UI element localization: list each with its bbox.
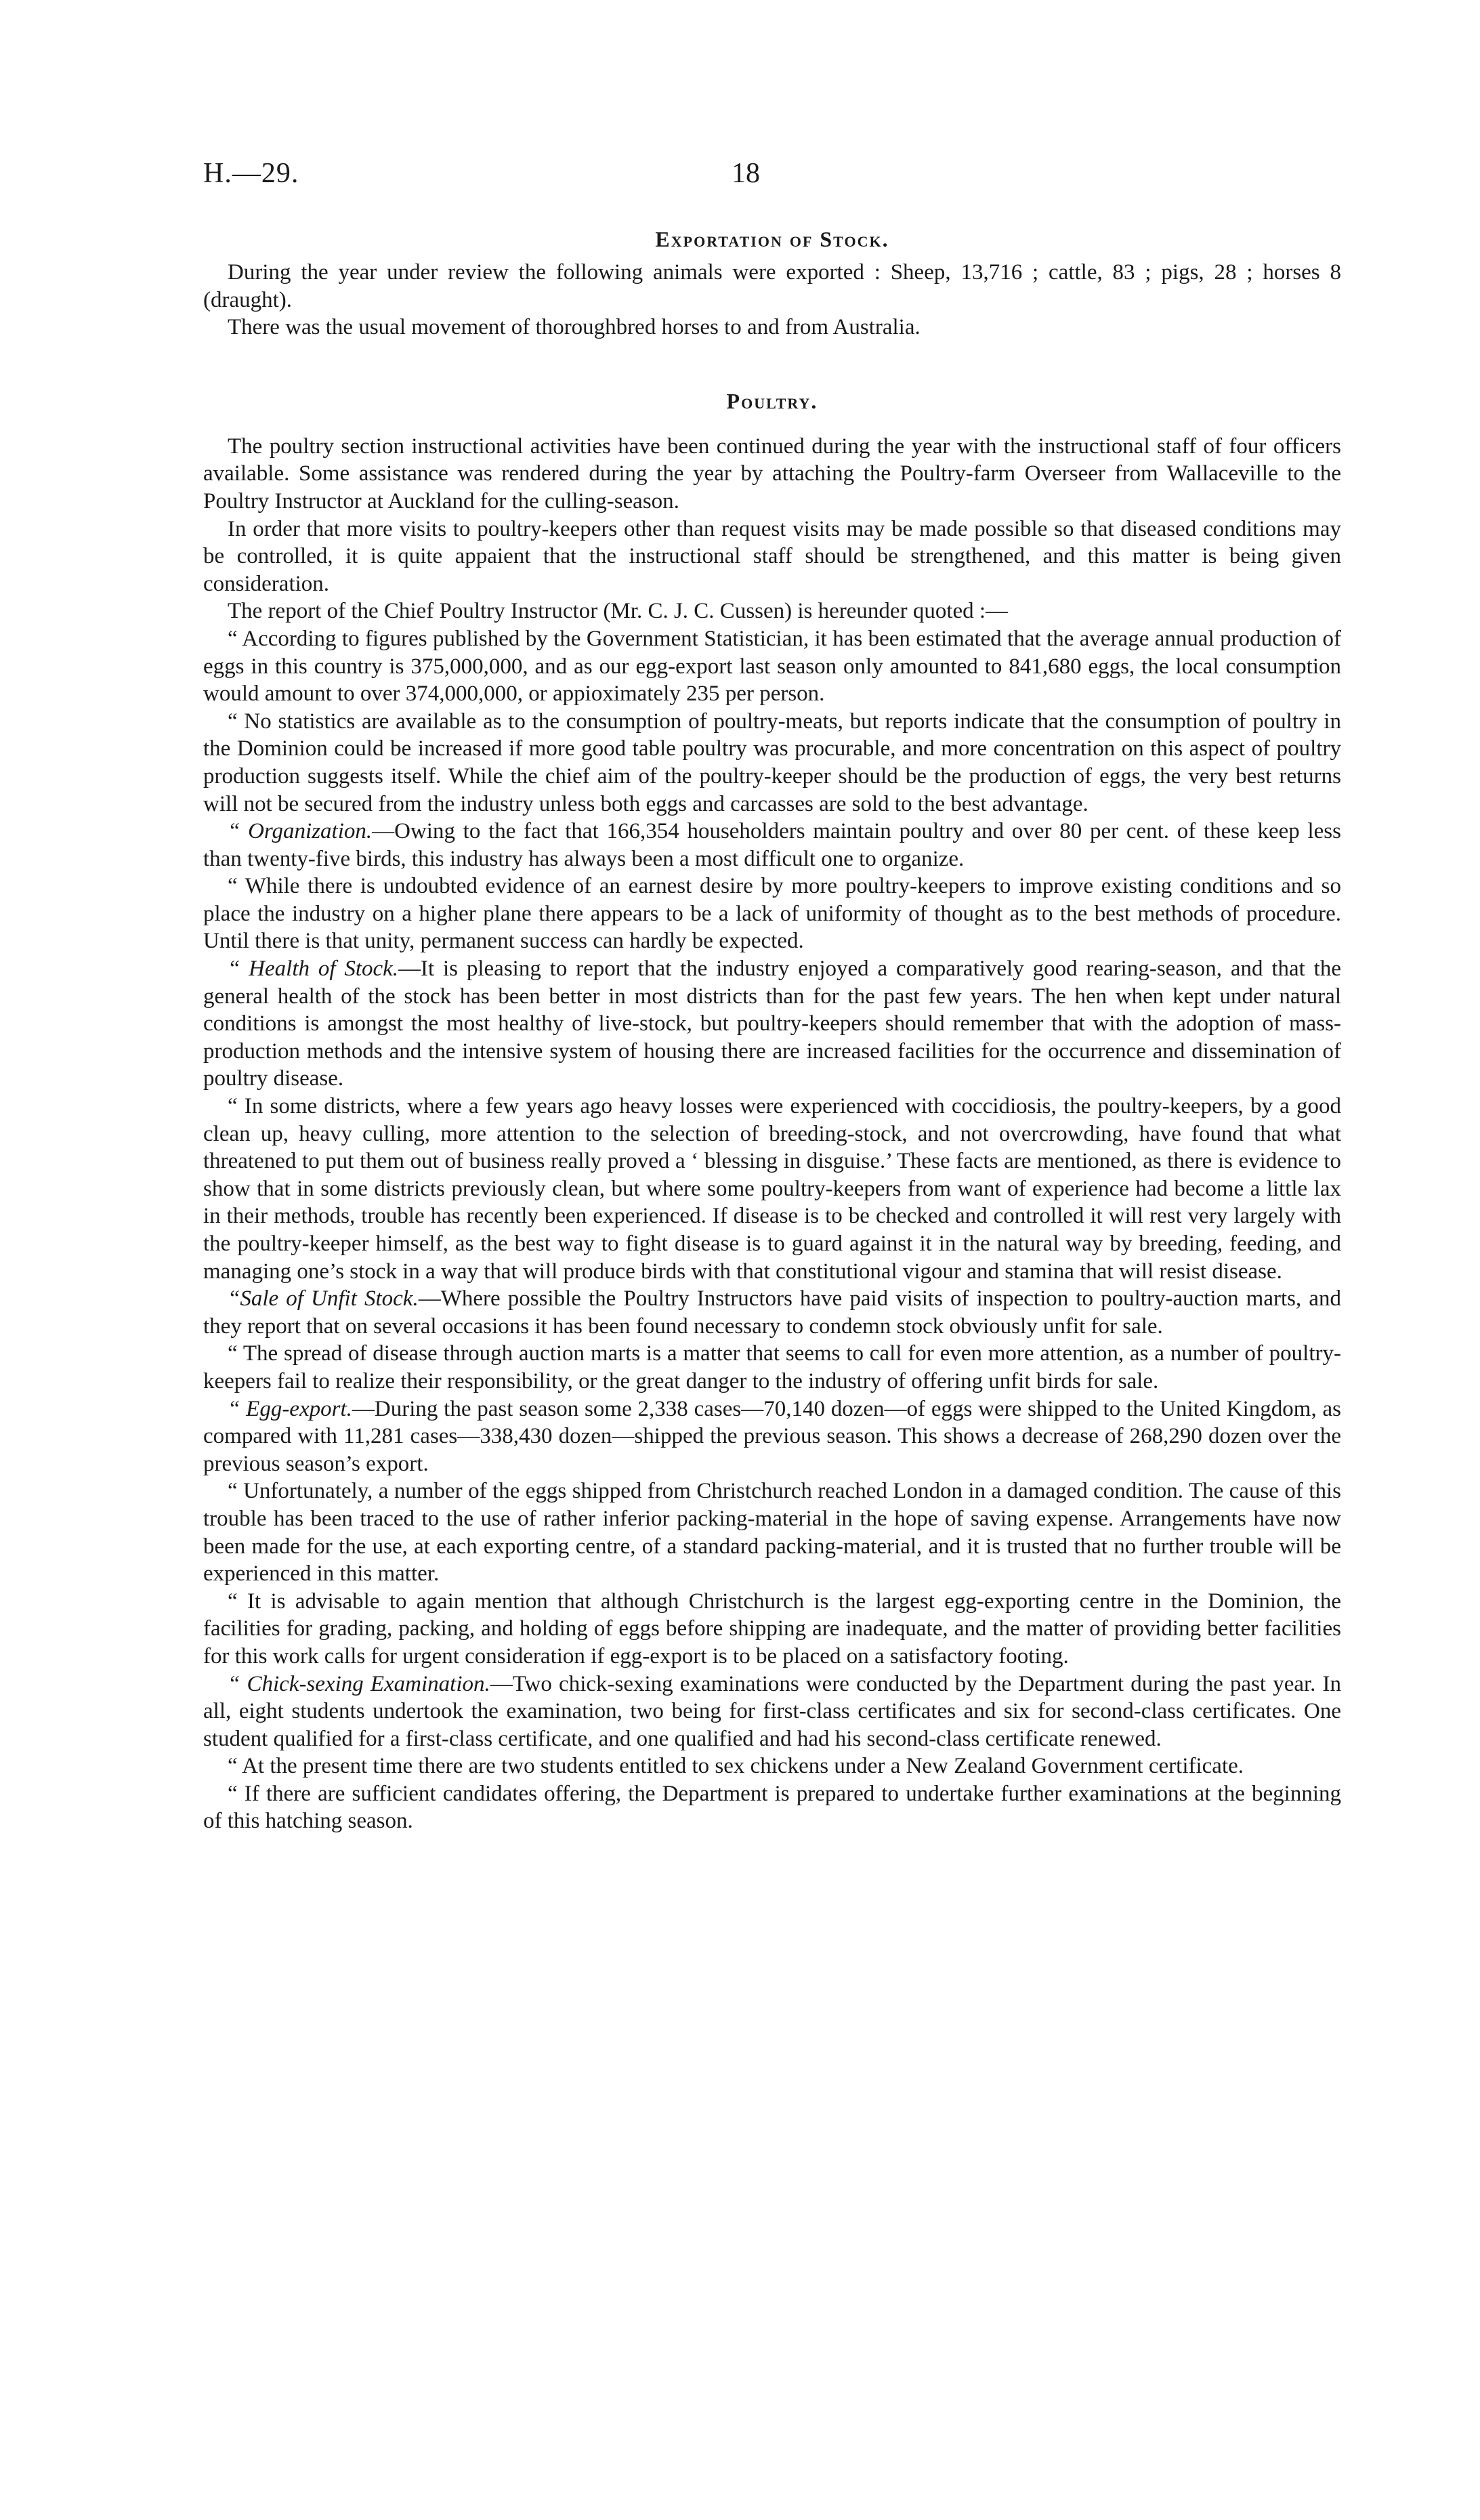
paragraph: “ While there is undoubted evidence of an earnest desire by more poultry-keepers to improve existing conditions and so place the industry on a higher plane there appears to be a lack of uniformity of thought as to the best methods of procedure. Until there is that unity, permanent success can hardly be expected.: [203, 874, 1341, 954]
paragraph: The report of the Chief Poultry Instructor (Mr. C. J. C. Cussen) is hereunder quoted :—: [228, 599, 1009, 624]
paragraph: There was the usual movement of thoroughbred horses to and from Australia.: [228, 315, 921, 340]
paragraph: “Sale of Unfit Stock.—Where possible the Poultry Instructors have paid visits of inspection to poultry-auction marts, and they report that on several occasions it has been found necessary to condemn stock obviously unfit for sale.: [203, 1286, 1341, 1339]
paragraph: “ The spread of disease through auction marts is a matter that seems to call for even more attention, as a number of poultry-keepers fail to realize their responsibility, or the great danger to the industry of offering unfit birds for sale.: [203, 1341, 1341, 1393]
paragraph: “ No statistics are available as to the consumption of poultry-meats, but reports indicate that the consumption of poultry in the Dominion could be increased if more good table poultry was procurable, and more concentration on this aspect of poultry production suggests itself. While the chief aim of the poultry-keeper should be the production of eggs, the very best returns will not be secured from the industry unless both eggs and carcasses are sold to the best advantage.: [203, 709, 1341, 816]
document-reference: H.—29.: [203, 158, 299, 189]
paragraph: “ It is advisable to again mention that although Christchurch is the largest egg-exporting centre in the Dominion, the facilities for grading, packing, and holding of eggs before shipping are inadequate, and the matter of providing better facilities for this work calls for urgent consideration if egg-export is to be placed on a satisfactory footing.: [203, 1589, 1341, 1668]
page-number: 18: [732, 158, 760, 189]
paragraph: In order that more visits to poultry-keepers other than request visits may be made possible so that diseased conditions may be controlled, it is quite appaient that the instructional staff should be strengthened, and this matter is being given consideration.: [203, 516, 1341, 596]
paragraph: “ Health of Stock.—It is pleasing to report that the industry enjoyed a comparatively good rearing-season, and that the general health of the stock has been better in most districts than for the past few years. The hen when kept under natural conditions is amongst the most healthy of live-stock, but poultry-keepers should remember that with the adoption of mass-production methods and the intensive system of housing there are increased facilities for the occurrence and dissemination of poultry disease.: [203, 957, 1341, 1091]
paragraph: “ In some districts, where a few years ago heavy losses were experienced with coccidiosis, the poultry-keepers, by a good clean up, heavy culling, more attention to the selection of breeding-stock, and not overcrowding, have found that what threatened to put them out of business really proved a ‘ blessing in disguise.’ These facts are mentioned, as there is evidence to show that in some districts previously clean, but where some poultry-keepers from want of experience had become a little lax in their methods, trouble has recently been experienced. If disease is to be checked and controlled it will rest very largely with the poultry-keeper himself, as the best way to fight disease is to guard against it in the natural way by breeding, feeding, and managing one’s stock in a way that will produce birds with that constitutional vigour and stamina that will resist disease.: [203, 1094, 1341, 1284]
paragraph-lead: “ Egg-export.: [228, 1396, 352, 1421]
paragraph-lead: “Sale of Unfit Stock.: [228, 1286, 419, 1311]
paragraph-lead: “ Organization.: [228, 819, 373, 844]
paragraph: “ Chick-sexing Examination.—Two chick-sexing examinations were conducted by the Department during the past year. In all, eight students undertook the examination, two being for first-class certificates and six for second-class certificates. One student qualified for a first-class certificate, and one qualified and had his second-class certificate renewed.: [203, 1671, 1342, 1751]
paragraph-lead: “ Chick-sexing Examination.: [228, 1671, 490, 1696]
paragraph: The poultry section instructional activities have been continued during the year with the instructional staff of four officers available. Some assistance was rendered during the year by attaching the Poultry-farm Overseer from Wallaceville to the Poultry Instructor at Auckland for the culling-season.: [203, 434, 1341, 513]
page-header: [203, 157, 1341, 198]
paragraph: “ If there are sufficient candidates offering, the Department is prepared to undertake further examinations at the beginning of this hatching season.: [203, 1781, 1341, 1834]
paragraph: “ Unfortunately, a number of the eggs shipped from Christchurch reached London in a damaged condition. The cause of this trouble has been traced to the use of rather inferior packing-material in the hope of saving expense. Arrangements have now been made for the use, at each exporting centre, of a standard packing-material, and it is trusted that no further trouble will be experienced in this matter.: [203, 1479, 1341, 1587]
paragraph-lead: “ Health of Stock.: [228, 957, 399, 982]
paragraph: During the year under review the following animals were exported : Sheep, 13,716 ; cattle, 83 ; pigs, 28 ; horses 8 (draught).: [203, 260, 1341, 312]
paragraph: “ At the present time there are two students entitled to sex chickens under a New Zealand Government certificate.: [228, 1754, 1244, 1779]
page-body: [203, 227, 1341, 1835]
paragraph: “ Organization.—Owing to the fact that 166,354 householders maintain poultry and over 80 per cent. of these keep less than twenty-five birds, this industry has always been a most difficult one to organize.: [203, 819, 1341, 871]
section-title-exportation: Exportation of Stock.: [655, 227, 889, 251]
paragraph: “ Egg-export.—During the past season some 2,338 cases—70,140 dozen—of eggs were shipped to the United Kingdom, as compared with 11,281 cases—338,430 dozen—shipped the previous season. This shows a decrease of 268,290 dozen over the previous season’s export.: [203, 1396, 1341, 1476]
section-title-poultry: Poultry.: [726, 388, 818, 413]
paragraph: “ According to figures published by the Government Statistician, it has been estimated that the average annual production of eggs in this country is 375,000,000, and as our egg-export last season only amounted to 841,680 eggs, the local consumption would amount to over 374,000,000, or appioximately 235 per person.: [203, 626, 1341, 707]
